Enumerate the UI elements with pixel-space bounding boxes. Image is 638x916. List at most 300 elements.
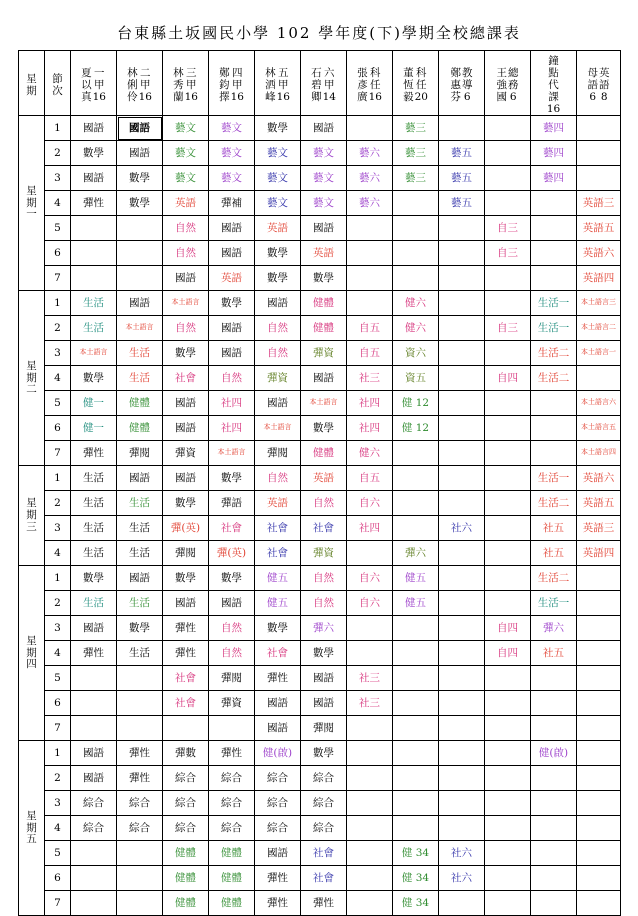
header-text: 五 甲 16 xyxy=(276,67,290,104)
class-cell: 彈資 xyxy=(301,541,347,566)
day-label: 星 期 四 xyxy=(19,566,45,741)
period-number: 2 xyxy=(45,316,71,341)
class-cell: 藝文 xyxy=(301,141,347,166)
class-cell: 英語 xyxy=(301,466,347,491)
class-cell: 生活 xyxy=(71,466,117,491)
period-row xyxy=(19,491,621,516)
period-number: 1 xyxy=(45,466,71,491)
class-cell: 健 34 xyxy=(393,891,439,916)
class-cell xyxy=(531,891,577,916)
class-cell xyxy=(577,866,621,891)
header-period xyxy=(45,51,71,116)
class-cell xyxy=(577,841,621,866)
period-number: 1 xyxy=(45,741,71,766)
header-text: 節 次 xyxy=(52,73,63,98)
class-cell: 社三 xyxy=(347,366,393,391)
class-cell: 國語 xyxy=(209,591,255,616)
class-cell: 健體 xyxy=(301,441,347,466)
class-cell: 社四 xyxy=(209,391,255,416)
class-cell: 社會 xyxy=(301,516,347,541)
header-text: 林 洒 峰 xyxy=(265,67,276,104)
class-cell xyxy=(439,541,485,566)
class-cell: 綜合 xyxy=(209,766,255,791)
class-cell: 國語 xyxy=(301,691,347,716)
class-cell: 健體 xyxy=(117,416,163,441)
class-cell: 彈資 xyxy=(301,341,347,366)
period-row xyxy=(19,591,621,616)
period-row xyxy=(19,541,621,566)
class-cell xyxy=(439,266,485,291)
class-cell: 國語 xyxy=(71,741,117,766)
header-text: 母 語 6 xyxy=(587,67,598,104)
class-cell xyxy=(531,666,577,691)
class-cell xyxy=(577,741,621,766)
class-cell: 生活二 xyxy=(531,491,577,516)
class-cell: 生活 xyxy=(117,591,163,616)
class-cell xyxy=(439,666,485,691)
class-cell: 健體 xyxy=(163,841,209,866)
class-cell xyxy=(439,641,485,666)
class-cell: 國語 xyxy=(301,116,347,141)
class-cell: 英語 xyxy=(209,266,255,291)
class-cell: 國語 xyxy=(117,116,163,141)
class-cell: 藝四 xyxy=(531,116,577,141)
class-cell: 彈性 xyxy=(117,766,163,791)
class-cell: 生活 xyxy=(117,541,163,566)
header-text: 六 甲 14 xyxy=(322,67,336,104)
class-cell: 彈六 xyxy=(531,616,577,641)
class-cell: 數學 xyxy=(301,741,347,766)
class-cell xyxy=(439,741,485,766)
class-cell xyxy=(439,316,485,341)
class-cell: 國語 xyxy=(117,141,163,166)
class-cell xyxy=(439,816,485,841)
class-cell xyxy=(393,191,439,216)
class-cell: 國語 xyxy=(255,391,301,416)
class-cell: 生活一 xyxy=(531,316,577,341)
header-c3 xyxy=(163,51,209,116)
class-cell: 國語 xyxy=(163,466,209,491)
class-cell: 本土語言六 xyxy=(577,391,621,416)
period-row xyxy=(19,116,621,141)
class-cell: 生活 xyxy=(71,491,117,516)
class-cell: 彈閱 xyxy=(163,541,209,566)
class-cell xyxy=(531,191,577,216)
header-text: 三 甲 16 xyxy=(184,67,198,104)
class-cell xyxy=(485,191,531,216)
period-number: 1 xyxy=(45,291,71,316)
class-cell: 國語 xyxy=(255,291,301,316)
period-row xyxy=(19,366,621,391)
class-cell xyxy=(439,291,485,316)
class-cell xyxy=(347,766,393,791)
class-cell xyxy=(485,291,531,316)
class-cell: 彈數 xyxy=(163,741,209,766)
header-c10 xyxy=(485,51,531,116)
class-cell: 生活 xyxy=(71,316,117,341)
class-cell xyxy=(71,241,117,266)
class-cell: 綜合 xyxy=(301,791,347,816)
period-row xyxy=(19,416,621,441)
class-cell xyxy=(347,616,393,641)
class-cell: 健體 xyxy=(163,891,209,916)
class-cell xyxy=(439,366,485,391)
class-cell: 藝三 xyxy=(393,116,439,141)
header-text: 石 碧 卿 xyxy=(311,67,322,104)
class-cell: 生活 xyxy=(117,341,163,366)
class-cell xyxy=(485,491,531,516)
class-cell: 藝文 xyxy=(301,191,347,216)
class-cell: 藝文 xyxy=(255,191,301,216)
class-cell: 本土語言 xyxy=(301,391,347,416)
period-row xyxy=(19,241,621,266)
class-cell xyxy=(439,466,485,491)
class-cell xyxy=(347,791,393,816)
class-cell xyxy=(393,266,439,291)
class-cell xyxy=(347,641,393,666)
class-cell xyxy=(393,766,439,791)
class-cell xyxy=(439,791,485,816)
period-number: 4 xyxy=(45,541,71,566)
class-cell: 國語 xyxy=(255,841,301,866)
period-number: 6 xyxy=(45,866,71,891)
class-cell: 藝四 xyxy=(531,141,577,166)
class-cell: 綜合 xyxy=(209,791,255,816)
class-cell: 社四 xyxy=(347,516,393,541)
class-cell xyxy=(439,341,485,366)
class-cell xyxy=(485,741,531,766)
class-cell: 彈資 xyxy=(209,691,255,716)
class-cell: 自然 xyxy=(163,241,209,266)
period-number: 3 xyxy=(45,341,71,366)
class-cell: 自然 xyxy=(209,641,255,666)
class-cell: 國語 xyxy=(209,316,255,341)
class-cell: 藝文 xyxy=(255,141,301,166)
class-cell: 綜合 xyxy=(117,791,163,816)
class-cell: 健一 xyxy=(71,391,117,416)
class-cell xyxy=(71,266,117,291)
class-cell: 國語 xyxy=(163,266,209,291)
class-cell xyxy=(577,166,621,191)
day-label: 星 期 三 xyxy=(19,466,45,566)
class-cell: 生活二 xyxy=(531,566,577,591)
period-row xyxy=(19,316,621,341)
period-row xyxy=(19,891,621,916)
class-cell: 健五 xyxy=(393,591,439,616)
class-cell: 自三 xyxy=(485,216,531,241)
class-cell xyxy=(117,716,163,741)
period-number: 7 xyxy=(45,266,71,291)
class-cell xyxy=(485,891,531,916)
class-cell: 藝文 xyxy=(209,141,255,166)
class-cell: 本土語言五 xyxy=(577,416,621,441)
class-cell xyxy=(347,841,393,866)
header-text: 林 秀 蘭 xyxy=(173,67,184,104)
class-cell: 彈性 xyxy=(255,891,301,916)
class-cell: 社會 xyxy=(163,666,209,691)
class-cell xyxy=(347,866,393,891)
class-cell: 數學 xyxy=(255,241,301,266)
class-cell: 社三 xyxy=(347,691,393,716)
class-cell: 藝五 xyxy=(439,141,485,166)
class-cell: 自然 xyxy=(163,216,209,241)
day-label: 星 期 五 xyxy=(19,741,45,916)
class-cell xyxy=(439,691,485,716)
class-cell: 藝文 xyxy=(163,141,209,166)
class-cell xyxy=(439,241,485,266)
class-cell: 本土語言 xyxy=(71,341,117,366)
class-cell: 本土語言 xyxy=(117,316,163,341)
class-cell: 自三 xyxy=(485,241,531,266)
class-cell: 自五 xyxy=(347,341,393,366)
class-cell xyxy=(485,691,531,716)
class-cell: 自然 xyxy=(301,491,347,516)
header-c9 xyxy=(439,51,485,116)
class-cell: 英語六 xyxy=(577,241,621,266)
period-number: 3 xyxy=(45,616,71,641)
class-cell: 英語五 xyxy=(577,216,621,241)
class-cell xyxy=(439,441,485,466)
class-cell xyxy=(531,266,577,291)
class-cell: 彈性 xyxy=(71,441,117,466)
class-cell xyxy=(439,566,485,591)
class-cell: 藝文 xyxy=(255,166,301,191)
class-cell xyxy=(71,841,117,866)
class-cell: 藝文 xyxy=(301,166,347,191)
page-title: 台東縣土坂國民小學 102 學年度(下)學期全校總課表 xyxy=(117,24,521,42)
class-cell: 英語三 xyxy=(577,516,621,541)
class-cell: 健體 xyxy=(163,866,209,891)
period-number: 1 xyxy=(45,116,71,141)
class-cell: 國語 xyxy=(117,466,163,491)
class-cell: 藝六 xyxy=(347,141,393,166)
class-cell xyxy=(531,441,577,466)
class-cell xyxy=(393,466,439,491)
class-cell: 社會 xyxy=(163,366,209,391)
class-cell: 彈六 xyxy=(393,541,439,566)
class-cell xyxy=(531,416,577,441)
header-text: 科 任 16 xyxy=(368,67,382,104)
class-cell: 彈資 xyxy=(163,441,209,466)
header-text: 張 彥 廣 xyxy=(357,67,368,104)
class-cell: 健五 xyxy=(393,566,439,591)
period-number: 2 xyxy=(45,491,71,516)
class-cell xyxy=(485,391,531,416)
class-cell: 彈六 xyxy=(301,616,347,641)
class-cell: 彈性 xyxy=(71,191,117,216)
class-cell xyxy=(577,116,621,141)
period-row xyxy=(19,691,621,716)
header-c7 xyxy=(347,51,393,116)
class-cell: 自然 xyxy=(301,591,347,616)
class-cell: 社五 xyxy=(531,541,577,566)
header-c1 xyxy=(71,51,117,116)
class-cell xyxy=(531,241,577,266)
class-cell: 自六 xyxy=(347,566,393,591)
class-cell: 健體 xyxy=(209,891,255,916)
class-cell: 數學 xyxy=(163,566,209,591)
class-cell xyxy=(577,716,621,741)
class-cell: 生活一 xyxy=(531,591,577,616)
class-cell: 健五 xyxy=(255,566,301,591)
class-cell: 自然 xyxy=(209,366,255,391)
header-text: 總 務 6 xyxy=(508,67,519,104)
class-cell xyxy=(485,116,531,141)
header-text: 科 任 20 xyxy=(414,67,428,104)
class-cell: 健體 xyxy=(209,866,255,891)
class-cell xyxy=(577,666,621,691)
class-cell xyxy=(393,641,439,666)
class-cell xyxy=(531,766,577,791)
period-number: 2 xyxy=(45,766,71,791)
class-cell xyxy=(485,416,531,441)
class-cell: 自然 xyxy=(209,616,255,641)
class-cell: 數學 xyxy=(209,566,255,591)
class-cell: 綜合 xyxy=(255,766,301,791)
header-text: 星 期 xyxy=(26,73,37,98)
class-cell: 彈性 xyxy=(255,666,301,691)
class-cell xyxy=(485,516,531,541)
class-cell: 自五 xyxy=(347,316,393,341)
class-cell: 自六 xyxy=(347,591,393,616)
class-cell xyxy=(393,491,439,516)
class-cell: 國語 xyxy=(71,166,117,191)
class-cell: 英語 xyxy=(255,216,301,241)
class-cell: 藝五 xyxy=(439,166,485,191)
class-cell: 自四 xyxy=(485,366,531,391)
period-row xyxy=(19,391,621,416)
class-cell: 社會 xyxy=(163,691,209,716)
period-number: 2 xyxy=(45,591,71,616)
class-cell xyxy=(577,616,621,641)
class-cell: 自然 xyxy=(255,316,301,341)
class-cell: 綜合 xyxy=(163,791,209,816)
day-label: 星 期 二 xyxy=(19,291,45,466)
period-row xyxy=(19,716,621,741)
class-cell: 數學 xyxy=(209,466,255,491)
class-cell: 國語 xyxy=(209,216,255,241)
period-number: 5 xyxy=(45,391,71,416)
period-number: 4 xyxy=(45,816,71,841)
period-number: 5 xyxy=(45,666,71,691)
class-cell: 英語 xyxy=(255,491,301,516)
class-cell xyxy=(577,766,621,791)
class-cell xyxy=(439,491,485,516)
class-cell xyxy=(347,541,393,566)
class-cell: 綜合 xyxy=(255,816,301,841)
class-cell: 社四 xyxy=(347,391,393,416)
class-cell: 生活 xyxy=(117,491,163,516)
class-cell: 彈閱 xyxy=(209,666,255,691)
class-cell xyxy=(117,891,163,916)
class-cell: 本土語言三 xyxy=(577,291,621,316)
period-number: 3 xyxy=(45,791,71,816)
class-cell: 社六 xyxy=(439,866,485,891)
header-text: 夏 以 真 xyxy=(81,67,92,104)
class-cell: 數學 xyxy=(71,366,117,391)
class-cell: 自然 xyxy=(255,466,301,491)
class-cell: 藝文 xyxy=(209,116,255,141)
class-cell: 英語 xyxy=(163,191,209,216)
period-row xyxy=(19,741,621,766)
class-cell xyxy=(439,891,485,916)
class-cell: 健一 xyxy=(71,416,117,441)
class-cell xyxy=(71,866,117,891)
class-cell: 國語 xyxy=(209,241,255,266)
header-text: 鐘 點 代 課 16 xyxy=(546,55,561,116)
class-cell: 彈補 xyxy=(209,191,255,216)
class-cell: 數學 xyxy=(117,191,163,216)
class-cell: 國語 xyxy=(163,391,209,416)
class-cell: 彈性 xyxy=(255,866,301,891)
period-number: 6 xyxy=(45,241,71,266)
period-row xyxy=(19,641,621,666)
period-row xyxy=(19,191,621,216)
class-cell xyxy=(577,141,621,166)
class-cell: 英語四 xyxy=(577,266,621,291)
class-cell xyxy=(117,266,163,291)
class-cell: 彈閱 xyxy=(301,716,347,741)
class-cell xyxy=(485,841,531,866)
class-cell xyxy=(531,816,577,841)
class-cell xyxy=(577,891,621,916)
class-cell: 彈性 xyxy=(117,741,163,766)
class-cell xyxy=(531,216,577,241)
header-c2 xyxy=(117,51,163,116)
class-cell: 綜合 xyxy=(301,766,347,791)
class-cell: 健六 xyxy=(393,316,439,341)
class-cell xyxy=(485,591,531,616)
class-cell: 社六 xyxy=(439,516,485,541)
class-cell: 社五 xyxy=(531,516,577,541)
class-cell: 彈(英) xyxy=(209,541,255,566)
class-cell xyxy=(117,691,163,716)
period-number: 4 xyxy=(45,641,71,666)
class-cell xyxy=(485,166,531,191)
class-cell xyxy=(531,691,577,716)
class-cell: 國語 xyxy=(163,416,209,441)
class-cell xyxy=(347,741,393,766)
header-c12 xyxy=(577,51,621,116)
class-cell: 健體 xyxy=(209,841,255,866)
class-cell xyxy=(577,366,621,391)
class-cell xyxy=(531,791,577,816)
class-cell: 數學 xyxy=(301,416,347,441)
class-cell xyxy=(117,866,163,891)
class-cell xyxy=(71,891,117,916)
class-cell: 生活二 xyxy=(531,366,577,391)
class-cell xyxy=(439,716,485,741)
class-cell: 本土語言 xyxy=(255,416,301,441)
class-cell xyxy=(439,391,485,416)
class-cell xyxy=(347,291,393,316)
class-cell xyxy=(117,666,163,691)
period-number: 7 xyxy=(45,716,71,741)
class-cell: 彈(英) xyxy=(163,516,209,541)
class-cell xyxy=(393,816,439,841)
class-cell: 自四 xyxy=(485,616,531,641)
class-cell: 綜合 xyxy=(255,791,301,816)
class-cell: 綜合 xyxy=(71,816,117,841)
class-cell: 自四 xyxy=(485,641,531,666)
class-cell: 彈資 xyxy=(255,366,301,391)
class-cell xyxy=(117,241,163,266)
period-number: 4 xyxy=(45,191,71,216)
class-cell: 生活 xyxy=(71,291,117,316)
period-number: 5 xyxy=(45,841,71,866)
class-cell: 彈性 xyxy=(163,641,209,666)
header-text: 林 俐 伶 xyxy=(127,67,138,104)
